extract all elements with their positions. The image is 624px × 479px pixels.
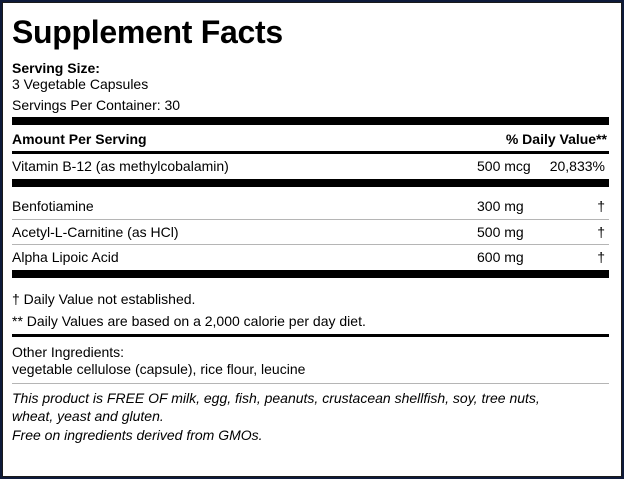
nutrient-daily-value: 20,833% — [549, 158, 605, 174]
serving-size-value: 3 Vegetable Capsules — [12, 76, 149, 92]
table-header — [12, 131, 609, 148]
table-row-alpha-lipoic-acid — [12, 249, 609, 266]
rule-thin — [12, 383, 609, 384]
nutrient-daily-value: † — [597, 198, 605, 214]
footnote-daily-values: ** Daily Values are based on a 2,000 calorie per day diet. — [12, 313, 366, 329]
supplement-facts-panel — [2, 2, 622, 477]
allergen-statement-line: This product is FREE OF milk, egg, fish, peanuts, crustacean shellfish, soy, tree nuts, — [12, 390, 540, 406]
rule-thick-top — [12, 117, 609, 125]
table-row-benfotiamine — [12, 198, 609, 215]
rule-thick-bottom — [12, 270, 609, 278]
panel-title: Supplement Facts — [12, 14, 283, 50]
gmo-statement: Free on ingredients derived from GMOs. — [12, 427, 263, 443]
other-ingredients-label: Other Ingredients: — [12, 344, 125, 360]
nutrient-name: Benfotiamine — [12, 198, 94, 214]
nutrient-daily-value: † — [597, 249, 605, 265]
rule-above-ingredients — [12, 334, 609, 337]
rule-thick-middle — [12, 179, 609, 187]
rule-thin — [12, 219, 609, 220]
rule-under-header — [12, 151, 609, 154]
nutrient-amount: 500 mcg — [477, 158, 531, 174]
rule-thin — [12, 244, 609, 245]
nutrient-name: Alpha Lipoic Acid — [12, 249, 119, 265]
servings-per-container: Servings Per Container: 30 — [12, 97, 181, 113]
nutrient-amount: 600 mg — [477, 249, 524, 265]
nutrient-amount: 500 mg — [477, 224, 524, 240]
allergen-statement-line: wheat, yeast and gluten. — [12, 408, 164, 424]
header-daily-value: % Daily Value** — [505, 131, 607, 147]
table-row-acetyl-l-carnitine — [12, 224, 609, 241]
other-ingredients-value: vegetable cellulose (capsule), rice flour, leucine — [12, 361, 306, 377]
nutrient-daily-value: † — [597, 224, 605, 240]
table-row-vitamin-b12 — [12, 158, 609, 175]
nutrient-name: Acetyl-L-Carnitine (as HCl) — [12, 224, 179, 240]
footnote-dagger: † Daily Value not established. — [12, 291, 196, 307]
nutrient-name: Vitamin B-12 (as methylcobalamin) — [12, 158, 229, 174]
nutrient-amount: 300 mg — [477, 198, 524, 214]
serving-size-label: Serving Size: — [12, 60, 100, 76]
header-amount-per-serving: Amount Per Serving — [12, 131, 147, 147]
